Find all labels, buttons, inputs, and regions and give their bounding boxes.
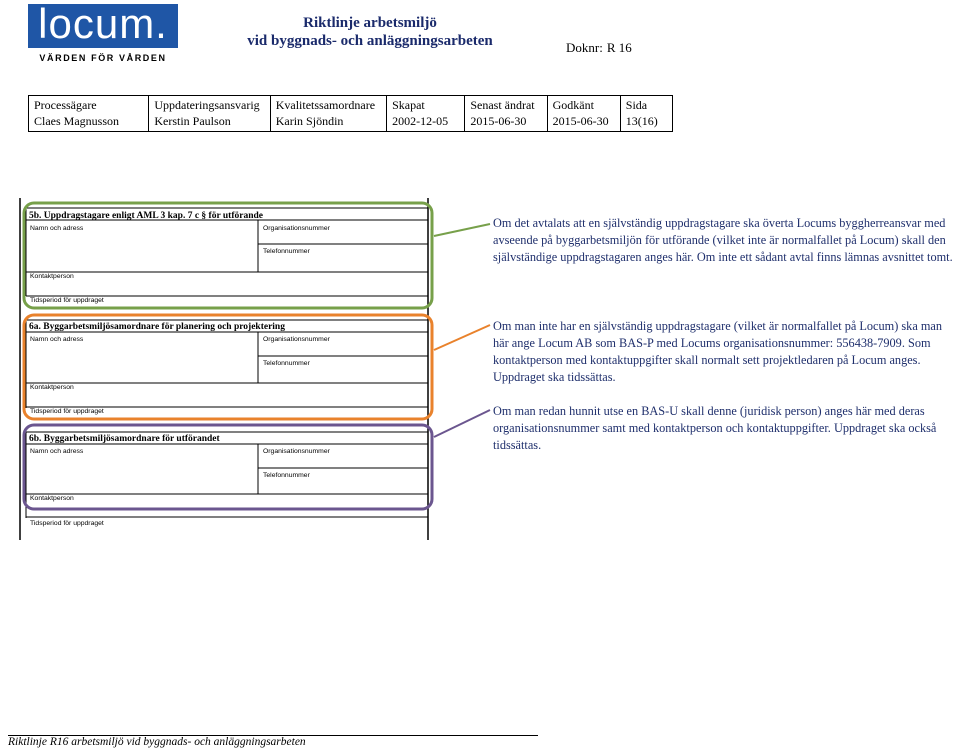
- meta-label: Skapat: [392, 98, 425, 112]
- footer-text: Riktlinje R16 arbetsmiljö vid byggnads- och anläggningsarbeten: [8, 736, 306, 748]
- field-label: Tidsperiod för uppdraget: [30, 408, 104, 415]
- title-line-1: Riktlinje arbetsmiljö: [303, 15, 437, 31]
- meta-value: 13(16): [625, 114, 658, 128]
- meta-label: Godkänt: [552, 98, 594, 112]
- meta-label: Kvalitetssamordnare: [275, 98, 376, 112]
- title-line-2: vid byggnads- och anläggningsarbeten: [247, 33, 493, 49]
- field-label: Namn och adress: [30, 336, 84, 343]
- field-label: Organisationsnummer: [263, 448, 330, 455]
- meta-value: Karin Sjöndin: [275, 114, 344, 128]
- meta-value: 2015-06-30: [470, 114, 527, 128]
- doknr-value: R 16: [606, 40, 632, 55]
- field-label: Telefonnummer: [263, 360, 310, 367]
- section-heading: 6a. Byggarbetsmiljösamordnare för planering och projektering: [29, 322, 285, 332]
- field-label: Telefonnummer: [263, 472, 310, 479]
- meta-label: Uppdateringsansvarig: [154, 98, 260, 112]
- green-connector: [434, 224, 490, 236]
- field-label: Tidsperiod för uppdraget: [30, 520, 104, 527]
- field-label: Kontaktperson: [30, 384, 74, 391]
- note-6a: Om man inte har en självständig uppdragstagare (vilket är normalfallet på Locum) ska man här ange Locum AB som BAS-P med Locums organisationsnummer: 556438-7909. Som kontaktperson med kontaktuppgifter skall normalt sett projektledaren på Locum anges. Uppdraget ska tidssättas.: [493, 319, 943, 384]
- section-heading: 5b. Uppdragstagare enligt AML 3 kap. 7 c § för utförande: [29, 211, 263, 221]
- field-label: Organisationsnummer: [263, 225, 330, 232]
- note-6b: Om man redan hunnit utse en BAS-U skall denne (juridisk person) anges här med deras organisationsnummer samt med kontaktperson och kontaktuppgifter. Uppdraget ska också tidssättas.: [493, 404, 937, 452]
- meta-value: 2002-12-05: [392, 114, 449, 128]
- field-label: Telefonnummer: [263, 248, 310, 255]
- logo-word: locum.: [38, 0, 168, 47]
- meta-value: Kerstin Paulson: [154, 114, 231, 128]
- field-label: Namn och adress: [30, 448, 84, 455]
- purple-connector: [434, 410, 490, 437]
- field-label: Namn och adress: [30, 225, 84, 232]
- field-label: Tidsperiod för uppdraget: [30, 297, 104, 304]
- field-label: Organisationsnummer: [263, 336, 330, 343]
- meta-value: Claes Magnusson: [34, 114, 119, 128]
- doknr-label: Doknr:: [566, 40, 603, 55]
- meta-label: Processägare: [34, 98, 97, 112]
- field-label: Kontaktperson: [30, 273, 74, 280]
- meta-label: Sida: [625, 98, 648, 112]
- section-heading: 6b. Byggarbetsmiljösamordnare för utförandet: [29, 434, 220, 444]
- orange-connector: [434, 325, 490, 350]
- meta-value: 2015-06-30: [552, 114, 609, 128]
- logo-tagline: VÄRDEN FÖR VÅRDEN: [39, 53, 167, 63]
- note-5b: Om det avtalats att en självständig uppdragstagare ska överta Locums byggherreansvar med avseende på byggarbetsmiljön för utförande (vilket inte är normalfallet på Locum) skall den självständige uppdragstagaren anges här. Om inte ett sådant avtal finns lämnas avsnittet tomt.: [493, 216, 953, 264]
- field-label: Kontaktperson: [30, 495, 74, 502]
- meta-label: Senast ändrat: [470, 98, 535, 112]
